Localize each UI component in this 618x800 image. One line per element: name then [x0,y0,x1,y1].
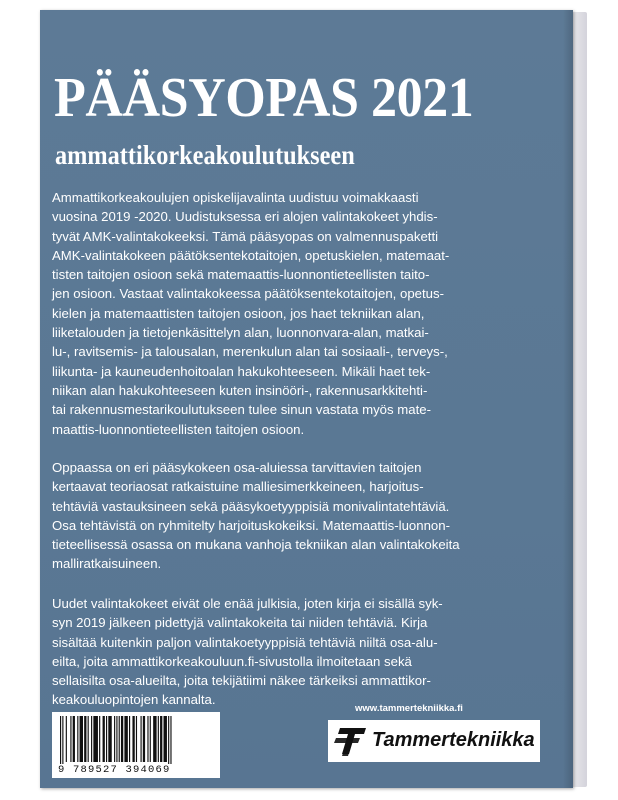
text-line: tehtäviä vastauksineen sekä pääsykoetyyppisiä monivalintatehtäviä. [52,498,450,514]
barcode-bar [143,716,145,762]
text-line: Osa tehtävistä on ryhmitelty harjoituskokeiksi. Matemaattis-luonnon- [52,517,450,533]
barcode-bar [147,716,148,762]
cover-title: PÄÄSYOPAS 2021 [54,67,474,129]
barcode-bar [132,716,134,762]
text-line: liikunta- ja kauneudenhoitoalan hakukohteeseen. Mikäli haet tek- [52,363,431,379]
text-line: lu-, ravitsemis- ja talousalan, merenkulun alan tai sosiaali-, terveys-, [52,344,448,360]
text-line: sellaisilta osa-alueilta, joita tekijätiimi näkee tärkeiksi ammattikor- [52,673,431,689]
isbn-digits: 9 789527 394069 [58,764,171,776]
cover-edge-shadow [563,10,573,788]
barcode-bar [80,716,83,762]
barcode-bar [124,716,127,762]
text-line: tisten taitojen osioon sekä matemaattis-luonnontieteellisten taito- [52,267,430,283]
barcode-bar [91,716,92,762]
text-line: sisältää kuitenkin paljon valintakoetyyppisiä tehtäviä niiltä osa-alu- [52,634,438,650]
barcode-bar [88,716,89,762]
text-line: niikan alan hakukohteeseen kuten insinööri-, rakennusarkkitehti- [52,382,428,398]
barcode-bar [160,716,162,762]
barcode-bar [121,716,123,762]
barcode-bar [62,716,63,764]
barcode-bar [99,716,100,762]
barcode-bar [114,716,115,762]
text-line: tyvät AMK-valintakokeeksi. Tämä pääsyopas on valmennuspaketti [52,228,439,244]
text-line: Ammattikorkeakoulujen opiskelijavalinta uudistuu voimakkaasti [52,190,419,205]
barcode-bars [58,716,216,764]
text-line: jen osioon. Vastaat valintakokeessa päätöksentekotaitojen, opetus- [52,286,444,302]
cover-subtitle: ammattikorkeakoulutukseen [55,140,355,170]
barcode-bar [129,716,130,762]
description-paragraph-1 [52,188,552,439]
barcode-bar [70,716,71,762]
text-line: Oppaassa on eri pääsykokeen osa-aluiessa tarvittavien taitojen [52,460,422,475]
text-line: Uudet valintakokeet eivät ole enää julkisia, joten kirja ei sisällä syk- [52,596,443,611]
description-paragraph-2 [52,458,552,574]
barcode-bar [66,716,67,762]
text-line: syn 2019 jälkeen pidettyjä valintakokeita tai niiden tehtäviä. Kirja [52,615,428,631]
text-line: keakouluopintojen kannalta. [52,692,216,708]
barcode-bar [170,716,171,764]
barcode-bar [150,716,151,762]
barcode-bar [168,716,169,764]
publisher-logo [328,720,540,762]
barcode-bar [77,716,78,762]
text-line: vuosina 2019 -2020. Uudistuksessa eri alojen valintakokeet yhdis- [52,209,438,225]
text-line: tai rakennusmestarikoulutukseen tulee sinun vastata myös mate- [52,402,431,418]
barcode-bar [60,716,61,764]
text-line: kielen ja matemaattisten taitojen osioon, jos haet tekniikan alan, [52,305,425,321]
barcode-bar [158,716,159,762]
barcode-bar [141,716,142,762]
barcode-bar [73,716,75,762]
text-line: kertaavat teoriaosat ratkaistuine malliesimerkkeineen, harjoitus- [52,479,424,495]
barcode-bar [153,716,156,762]
text-line: liiketalouden ja tietojenkäsittelyn alan, luonnonvara-alan, matkai- [52,325,429,341]
description-paragraph-3 [52,594,552,710]
text-line: AMK-valintakokeen päätöksentekotaitojen, opetuskielen, matemaat- [52,247,450,263]
barcode-bar [106,716,107,762]
barcode-bar [136,716,137,762]
barcode-bar [119,716,120,762]
barcode-bar [84,716,86,762]
publisher-name: Tammertekniikka [372,729,535,751]
barcode-bar [108,716,111,762]
text-line: eilta, joita ammattikorkeakouluun.fi-sivustolla ilmoitetaan sekä [52,653,412,669]
barcode-bar [103,716,105,762]
barcode-bar [93,716,98,762]
isbn-barcode [52,712,220,778]
text-line: tieteellisessä osassa on mukana vanhoja tekniikan alan valintakokeita [52,537,460,553]
barcode-bar [164,716,167,762]
tt-logo-icon [334,725,368,757]
text-line: maattis-luonnontieteellisten taitojen osioon. [52,421,305,437]
barcode-bar [116,716,117,762]
publisher-website: www.tammertekniikka.fi [355,703,463,714]
text-line: malliratkaisuineen. [52,556,162,572]
